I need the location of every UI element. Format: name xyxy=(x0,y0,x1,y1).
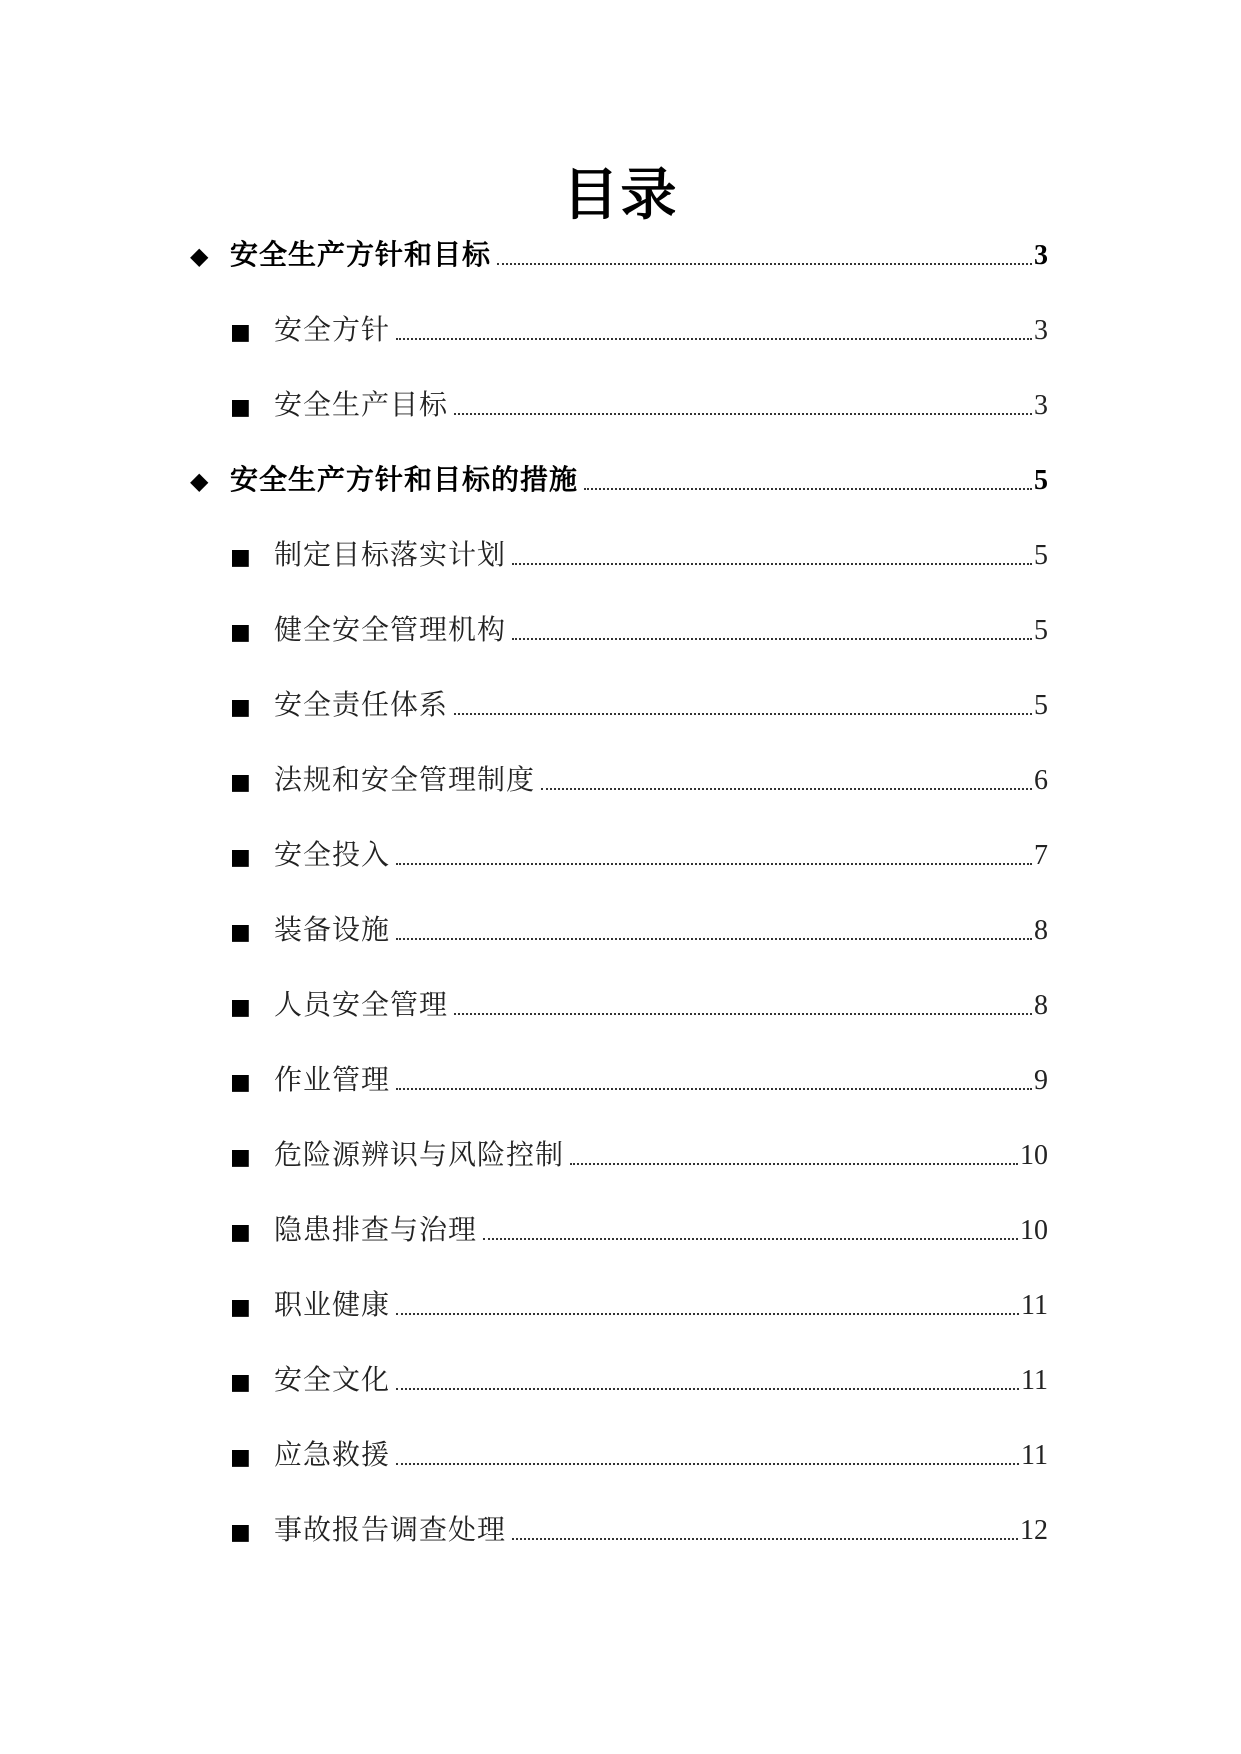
square-bullet-icon: ■ xyxy=(230,545,251,570)
toc-page-number: 8 xyxy=(1034,990,1048,1021)
toc-subsection-entry[interactable] xyxy=(230,1135,1048,1175)
diamond-bullet-icon: ◆ xyxy=(190,467,209,495)
square-bullet-icon: ■ xyxy=(230,770,251,795)
toc-page-number: 5 xyxy=(1034,690,1048,721)
toc-page-number: 9 xyxy=(1034,1065,1048,1096)
toc-entry-text: 安全投入 xyxy=(274,838,391,871)
toc-page-number: 3 xyxy=(1034,390,1048,421)
toc-entry-text: 安全方针 xyxy=(274,313,391,346)
toc-page-number: 12 xyxy=(1020,1515,1048,1546)
dot-leader xyxy=(454,713,1032,715)
toc-entry-text: 危险源辨识与风险控制 xyxy=(274,1138,565,1171)
toc-entry-text: 安全生产方针和目标的措施 xyxy=(230,463,579,496)
toc-subsection-entry[interactable] xyxy=(230,535,1048,575)
dot-leader xyxy=(512,638,1032,640)
dot-leader xyxy=(483,1238,1018,1240)
toc-page-number: 5 xyxy=(1034,540,1048,571)
toc-section-entry[interactable] xyxy=(190,460,1048,500)
toc-entry-text: 制定目标落实计划 xyxy=(274,538,507,571)
square-bullet-icon: ■ xyxy=(230,1220,251,1245)
square-bullet-icon: ■ xyxy=(230,1370,251,1395)
toc-subsection-entry[interactable] xyxy=(230,310,1048,350)
square-bullet-icon: ■ xyxy=(230,320,251,345)
toc-page-number: 11 xyxy=(1021,1290,1048,1321)
toc-page-number: 10 xyxy=(1020,1215,1048,1246)
dot-leader xyxy=(454,1013,1032,1015)
toc-page-number: 8 xyxy=(1034,915,1048,946)
square-bullet-icon: ■ xyxy=(230,920,251,945)
toc-subsection-entry[interactable] xyxy=(230,610,1048,650)
toc-page-number: 10 xyxy=(1020,1140,1048,1171)
square-bullet-icon: ■ xyxy=(230,695,251,720)
toc-page-number: 6 xyxy=(1034,765,1048,796)
dot-leader xyxy=(396,1088,1032,1090)
square-bullet-icon: ■ xyxy=(230,395,251,420)
square-bullet-icon: ■ xyxy=(230,1070,251,1095)
square-bullet-icon: ■ xyxy=(230,1145,251,1170)
dot-leader xyxy=(396,338,1032,340)
toc-page-number: 7 xyxy=(1034,840,1048,871)
dot-leader xyxy=(396,1388,1019,1390)
toc-page-number: 3 xyxy=(1034,315,1048,346)
toc-entry-text: 应急救援 xyxy=(274,1438,391,1471)
toc-subsection-entry[interactable] xyxy=(230,985,1048,1025)
toc-section-entry[interactable] xyxy=(190,235,1048,275)
toc-subsection-entry[interactable] xyxy=(230,760,1048,800)
square-bullet-icon: ■ xyxy=(230,620,251,645)
toc-subsection-entry[interactable] xyxy=(230,1210,1048,1250)
toc-entry-text: 安全文化 xyxy=(274,1363,391,1396)
dot-leader xyxy=(396,938,1032,940)
toc-entry-text: 法规和安全管理制度 xyxy=(274,763,536,796)
toc-subsection-entry[interactable] xyxy=(230,1285,1048,1325)
square-bullet-icon: ■ xyxy=(230,845,251,870)
toc-page-number: 11 xyxy=(1021,1440,1048,1471)
dot-leader xyxy=(497,263,1032,265)
diamond-bullet-icon: ◆ xyxy=(190,242,209,270)
toc-entry-text: 安全生产方针和目标 xyxy=(230,238,492,271)
toc-subsection-entry[interactable] xyxy=(230,685,1048,725)
toc-subsection-entry[interactable] xyxy=(230,1510,1048,1550)
dot-leader xyxy=(454,413,1032,415)
toc-entry-text: 职业健康 xyxy=(274,1288,391,1321)
square-bullet-icon: ■ xyxy=(230,1445,251,1470)
toc-page-number: 5 xyxy=(1034,615,1048,646)
toc-page-number: 11 xyxy=(1021,1365,1048,1396)
toc-subsection-entry[interactable] xyxy=(230,1060,1048,1100)
square-bullet-icon: ■ xyxy=(230,995,251,1020)
toc-page-number: 3 xyxy=(1034,240,1048,271)
toc-subsection-entry[interactable] xyxy=(230,385,1048,425)
dot-leader xyxy=(584,488,1032,490)
dot-leader xyxy=(396,1313,1019,1315)
toc-subsection-entry[interactable] xyxy=(230,910,1048,950)
dot-leader xyxy=(396,863,1032,865)
toc-entry-text: 隐患排查与治理 xyxy=(274,1213,478,1246)
toc-entry-text: 作业管理 xyxy=(274,1063,391,1096)
dot-leader xyxy=(512,1538,1018,1540)
toc-entry-text: 健全安全管理机构 xyxy=(274,613,507,646)
dot-leader xyxy=(512,563,1032,565)
toc-entry-text: 安全生产目标 xyxy=(274,388,449,421)
toc-entry-text: 安全责任体系 xyxy=(274,688,449,721)
dot-leader xyxy=(570,1163,1018,1165)
toc-subsection-entry[interactable] xyxy=(230,1435,1048,1475)
dot-leader xyxy=(396,1463,1019,1465)
toc-entry-text: 人员安全管理 xyxy=(274,988,449,1021)
toc-entry-text: 装备设施 xyxy=(274,913,391,946)
toc-title: 目录 xyxy=(562,162,679,228)
square-bullet-icon: ■ xyxy=(230,1520,251,1545)
dot-leader xyxy=(541,788,1032,790)
toc-entry-text: 事故报告调查处理 xyxy=(274,1513,507,1546)
square-bullet-icon: ■ xyxy=(230,1295,251,1320)
toc-subsection-entry[interactable] xyxy=(230,835,1048,875)
toc-subsection-entry[interactable] xyxy=(230,1360,1048,1400)
toc-page-number: 5 xyxy=(1034,465,1048,496)
